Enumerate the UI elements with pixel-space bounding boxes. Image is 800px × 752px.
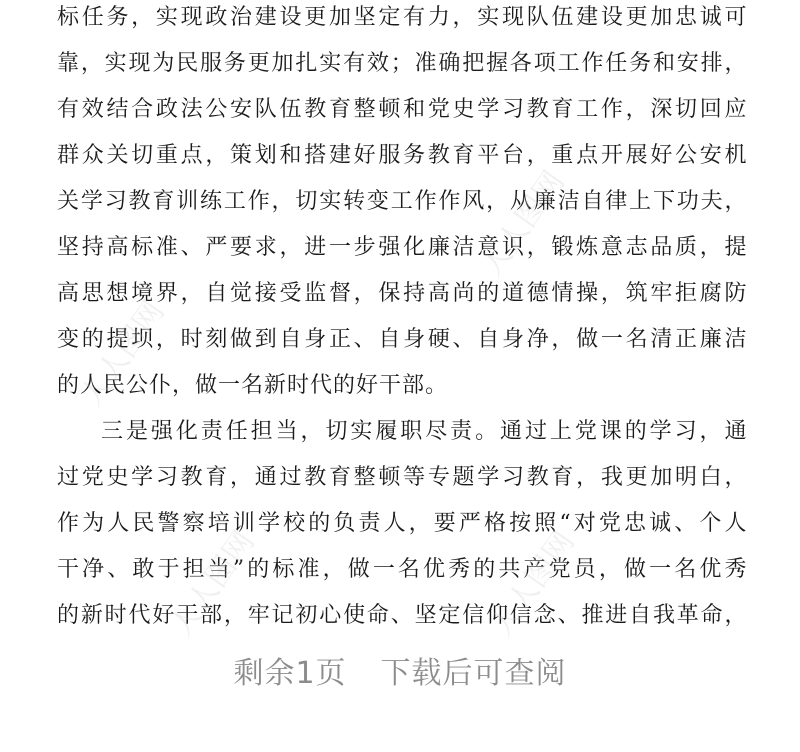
body-line: 有效结合政法公安队伍教育整顿和党史学习教育工作，深切回应 <box>57 97 747 122</box>
watermark: 人人图网 <box>484 524 582 644</box>
body-line: 变的提坝，时刻做到自身正、自身硬、自身净，做一名清正廉洁 <box>57 327 747 352</box>
body-line: 坚持高标准、严要求，进一步强化廉洁意识，锻炼意志品质，提 <box>57 235 747 260</box>
body-line: 的新时代好干部，牢记初心使命、坚定信仰信念、推进自我革命， <box>57 603 747 628</box>
download-prompt <box>0 648 800 692</box>
paragraph-start-line: 三是强化责任担当，切实履职尽责。通过上党课的学习，通 <box>101 419 747 444</box>
remaining-pages-label: 剩余1页 <box>233 656 347 691</box>
watermark: 人人图网 <box>474 164 572 284</box>
body-line: 群众关切重点，策划和搭建好服务教育平台，重点开展好公安机 <box>57 143 747 168</box>
body-line: 过党史学习教育，通过教育整顿等专题学习教育，我更加明白， <box>57 465 747 490</box>
watermark: 人人图网 <box>164 524 262 644</box>
body-line: 干净、敢于担当”的标准，做一名优秀的共产党员，做一名优秀 <box>57 557 747 582</box>
watermark: 人人图网 <box>74 294 172 414</box>
body-line: 靠，实现为民服务更加扎实有效；准确把握各项工作任务和安排， <box>57 51 747 76</box>
body-line: 标任务，实现政治建设更加坚定有力，实现队伍建设更加忠诚可 <box>57 5 747 30</box>
body-line: 高思想境界，自觉接受监督，保持高尚的道德情操，筑牢拒腐防 <box>57 281 747 306</box>
body-line: 关学习教育训练工作，切实转变工作作风，从廉洁自律上下功夫， <box>57 189 747 214</box>
body-line: 作为人民警察培训学校的负责人，要严格按照“对党忠诚、个人 <box>57 511 747 536</box>
body-line: 的人民公仆，做一名新时代的好干部。 <box>57 373 449 398</box>
download-hint-label: 下载后可查阅 <box>380 656 567 691</box>
